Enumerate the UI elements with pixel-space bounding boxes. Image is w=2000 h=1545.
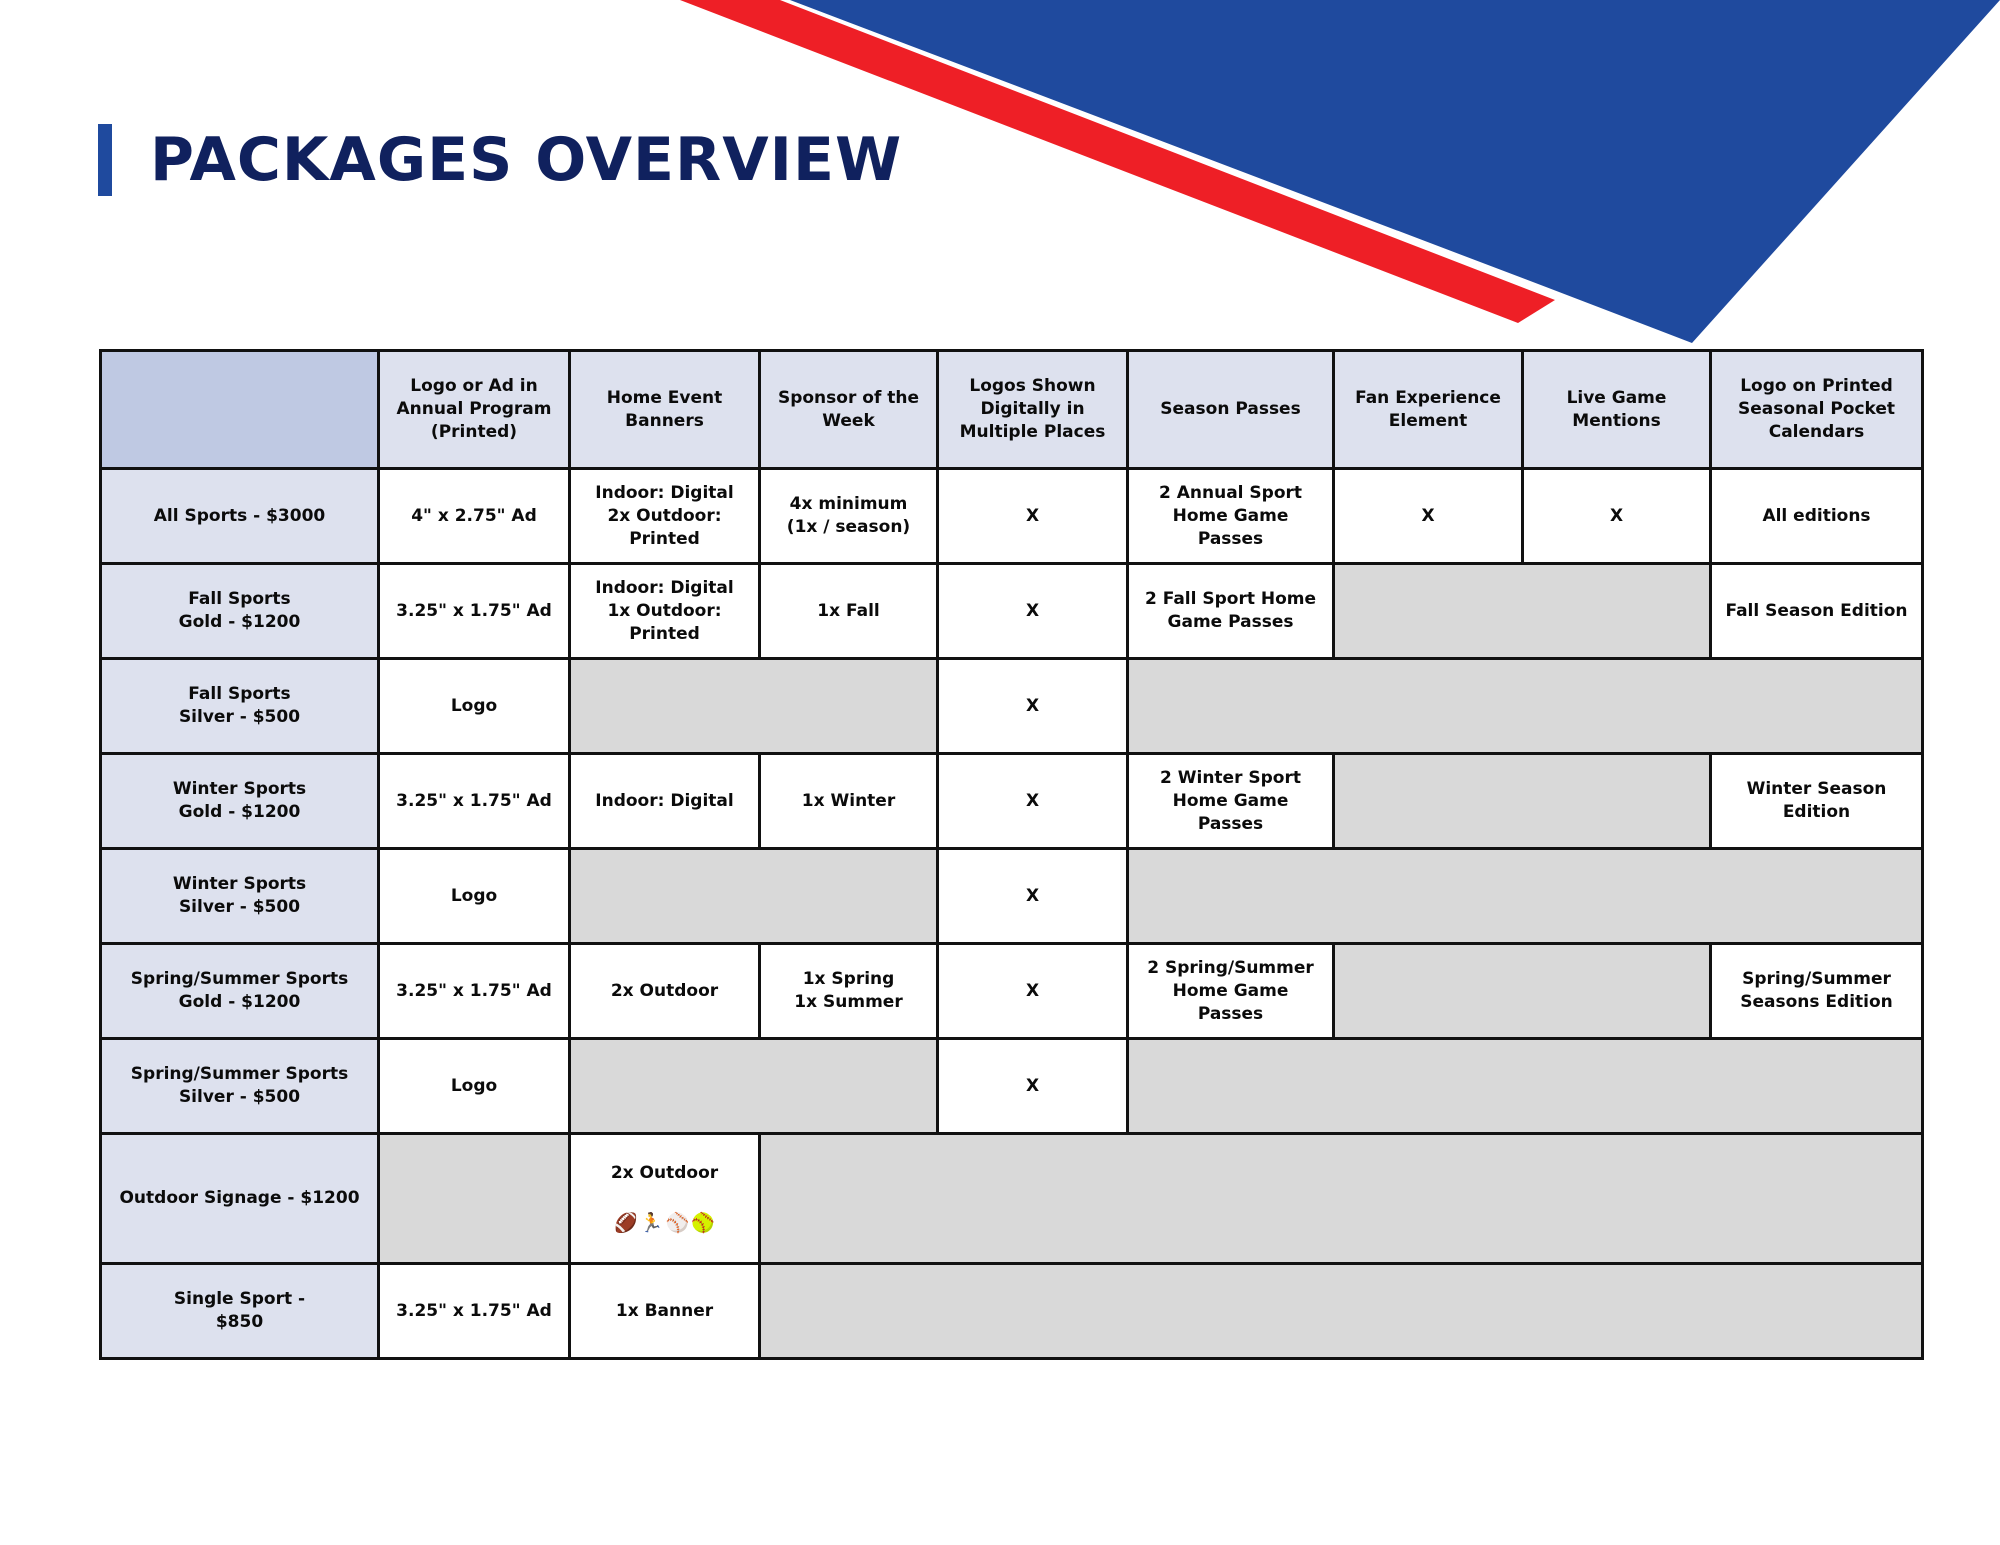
calendars-cell: Fall Season Edition [1711, 564, 1923, 659]
empty-cell [570, 1039, 938, 1134]
digital-cell: X [938, 1039, 1128, 1134]
empty-cell [570, 659, 938, 754]
package-name-cell: All Sports - $3000 [101, 469, 379, 564]
table-row [101, 659, 1923, 754]
empty-cell [1128, 659, 1923, 754]
package-name-cell: Fall Sports Silver - $500 [101, 659, 379, 754]
package-name-cell: Fall Sports Gold - $1200 [101, 564, 379, 659]
season-passes-cell: 2 Winter Sport Home Game Passes [1128, 754, 1334, 849]
packages-table [99, 349, 1924, 1360]
table-row [101, 1134, 1923, 1264]
empty-cell [1334, 564, 1711, 659]
banners-text: 2x Outdoor [610, 1163, 719, 1183]
page-title: PACKAGES OVERVIEW [150, 125, 903, 195]
banners-cell: Indoor: Digital [570, 754, 760, 849]
banners-cell: Indoor: Digital 2x Outdoor: Printed [570, 469, 760, 564]
empty-cell [1334, 944, 1711, 1039]
season-passes-cell: 2 Annual Sport Home Game Passes [1128, 469, 1334, 564]
logo-ad-cell: 3.25" x 1.75" Ad [379, 564, 570, 659]
package-name-cell: Winter Sports Silver - $500 [101, 849, 379, 944]
sponsor-week-cell: 1x Spring 1x Summer [760, 944, 938, 1039]
live-mentions-cell: X [1523, 469, 1711, 564]
empty-cell [570, 849, 938, 944]
digital-cell: X [938, 754, 1128, 849]
digital-cell: X [938, 659, 1128, 754]
baseball-icon: ⚾ [665, 1212, 690, 1234]
package-name-cell: Winter Sports Gold - $1200 [101, 754, 379, 849]
fan-experience-cell: X [1334, 469, 1523, 564]
header-row [101, 351, 1923, 469]
logo-ad-cell: Logo [379, 849, 570, 944]
banners-cell: Indoor: Digital 1x Outdoor: Printed [570, 564, 760, 659]
banners-cell [570, 1134, 760, 1264]
header-pocket-calendars: Logo on Printed Seasonal Pocket Calendars [1711, 351, 1923, 469]
header-home-event-banners: Home Event Banners [570, 351, 760, 469]
empty-cell [760, 1134, 1923, 1264]
logo-ad-cell: Logo [379, 1039, 570, 1134]
digital-cell: X [938, 469, 1128, 564]
empty-cell [760, 1264, 1923, 1359]
empty-cell [379, 1134, 570, 1264]
digital-cell: X [938, 564, 1128, 659]
table-row [101, 1039, 1923, 1134]
header-live-mentions: Live Game Mentions [1523, 351, 1711, 469]
header-logo-ad: Logo or Ad in Annual Program (Printed) [379, 351, 570, 469]
empty-cell [1128, 849, 1923, 944]
header-fan-experience: Fan Experience Element [1334, 351, 1523, 469]
season-passes-cell: 2 Spring/Summer Home Game Passes [1128, 944, 1334, 1039]
table-row [101, 564, 1923, 659]
calendars-cell: Winter Season Edition [1711, 754, 1923, 849]
season-passes-cell: 2 Fall Sport Home Game Passes [1128, 564, 1334, 659]
header-logos-digital: Logos Shown Digitally in Multiple Places [938, 351, 1128, 469]
blue-panel [790, 0, 2000, 343]
header-season-passes: Season Passes [1128, 351, 1334, 469]
header-corner-cell [101, 351, 379, 469]
sponsor-week-cell: 4x minimum (1x / season) [760, 469, 938, 564]
banners-cell: 1x Banner [570, 1264, 760, 1359]
sponsor-week-cell: 1x Winter [760, 754, 938, 849]
logo-ad-cell: Logo [379, 659, 570, 754]
calendars-cell: Spring/Summer Seasons Edition [1711, 944, 1923, 1039]
package-name-cell: Spring/Summer Sports Gold - $1200 [101, 944, 379, 1039]
package-name-cell: Spring/Summer Sports Silver - $500 [101, 1039, 379, 1134]
banners-cell: 2x Outdoor [570, 944, 760, 1039]
table-row [101, 754, 1923, 849]
sponsor-week-cell: 1x Fall [760, 564, 938, 659]
header-sponsor-week: Sponsor of the Week [760, 351, 938, 469]
runner-icon: 🏃 [639, 1212, 664, 1234]
sports-icons [579, 1187, 750, 1235]
table-row [101, 944, 1923, 1039]
digital-cell: X [938, 944, 1128, 1039]
calendars-cell: All editions [1711, 469, 1923, 564]
empty-cell [1334, 754, 1711, 849]
logo-ad-cell: 4" x 2.75" Ad [379, 469, 570, 564]
table-row [101, 469, 1923, 564]
digital-cell: X [938, 849, 1128, 944]
football-icon: 🏈 [614, 1212, 638, 1234]
package-name-cell: Single Sport - $850 [101, 1264, 379, 1359]
empty-cell [1128, 1039, 1923, 1134]
title-accent-bar [98, 124, 112, 196]
table-row [101, 1264, 1923, 1359]
logo-ad-cell: 3.25" x 1.75" Ad [379, 754, 570, 849]
package-name-cell: Outdoor Signage - $1200 [101, 1134, 379, 1264]
table-row [101, 849, 1923, 944]
logo-ad-cell: 3.25" x 1.75" Ad [379, 1264, 570, 1359]
logo-ad-cell: 3.25" x 1.75" Ad [379, 944, 570, 1039]
softball-icon: 🥎 [691, 1212, 715, 1234]
